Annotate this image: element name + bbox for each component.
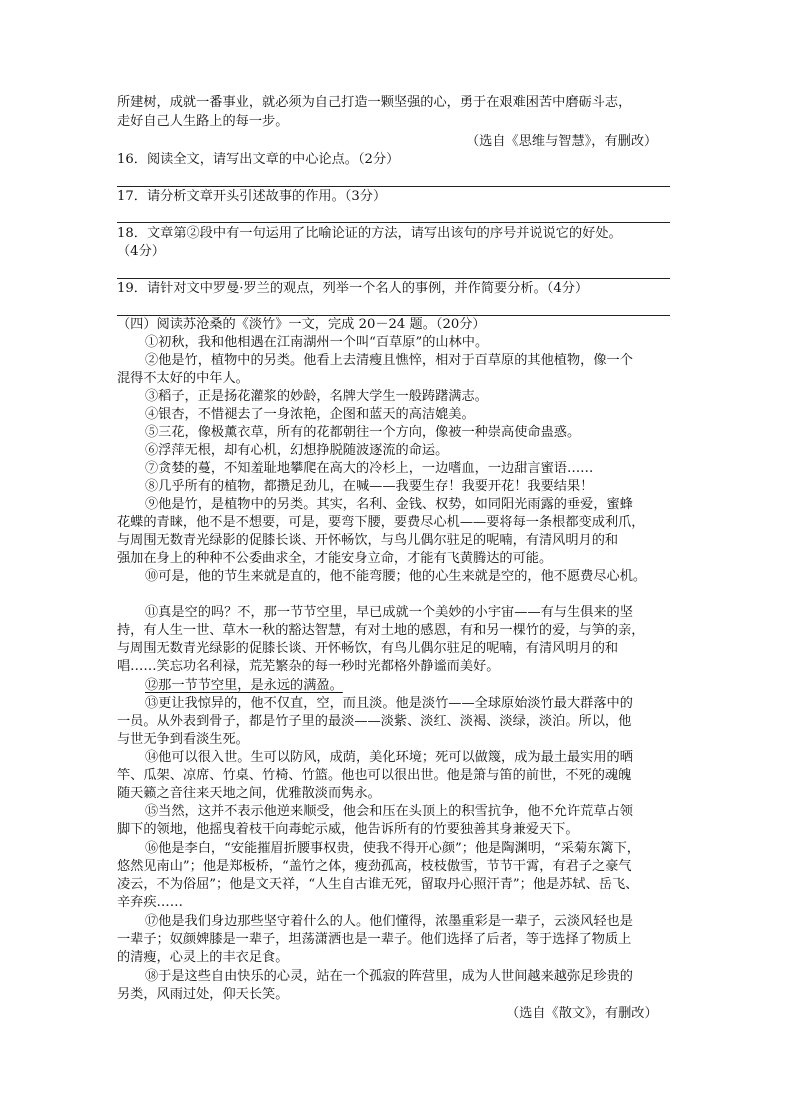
- passage-para-13-line-2: 一员。从外表到骨子，都是竹子里的最淡——淡紫、淡红、淡褐、淡绿，淡泊。所以，他: [117, 714, 632, 729]
- passage-para-14-line-1: ⑭他可以很入世。生可以防风，成荫，美化环境；死可以做篾，成为最土最实用的晒: [145, 750, 633, 765]
- passage-para-18-line-1: ⑱于是这些自由快乐的心灵，站在一个孤寂的阵营里，成为人世间越来越弥足珍贵的: [145, 969, 633, 984]
- passage-para-12-underlined: ⑫那一节节空里，是永远的满盈。: [145, 678, 343, 693]
- passage-para-17-line-1: ⑰他是我们身边那些坚守着什么的人。他们懂得，浓墨重彩是一辈子，云淡风轻也是: [145, 914, 633, 929]
- passage-para-15-line-1: ⑮当然，这并不表示他逆来顺受，他会和压在头顶上的积雪抗争，他不允许荒草占领: [145, 804, 633, 819]
- passage-para-11-line-2: 持，有人生一世、草木一秋的豁达智慧，有对土地的感恩，有和另一棵竹的爱，与笋的亲，: [117, 623, 645, 638]
- passage-para-17-line-2: 一辈子；奴颜婢膝是一辈子，坦荡潇洒也是一辈子。他们选择了后者，等于选择了物质上: [117, 932, 632, 947]
- passage-para-1: ①初秋，我和他相遇在江南湖州一个叫“百草原”的山林中。: [145, 335, 489, 350]
- source-citation-2: （选自《散文》，有删改）: [506, 1006, 658, 1021]
- answer-line-16[interactable]: [117, 186, 670, 187]
- passage-para-16-line-1: ⑯他是李白，“安能摧眉折腰事权贵，使我不得开心颜”；他是陶渊明，“采菊东篱下，: [145, 841, 640, 856]
- passage-para-11-line-3: 与周围无数青光绿影的促膝长谈、开怀畅饮，有鸟儿偶尔驻足的呢喃，有清风明月的和: [117, 641, 619, 656]
- passage-para-16-line-3: 凌云，不为俗屈”；他是文天祥，“人生自古谁无死，留取丹心照汗青”；他是苏轼、岳飞、: [117, 877, 639, 892]
- intro-line-2: 走好自己人生路上的每一步。: [117, 114, 289, 129]
- question-18-line-2: （4分）: [117, 244, 165, 259]
- passage-para-3: ③稻子，正是扬花灌浆的妙龄，名牌大学生一般踌躇满志。: [145, 389, 488, 404]
- passage-para-2-line-1: ②他是竹，植物中的另类。他看上去清瘦且憔悴，相对于百草原的其他植物，像一个: [145, 353, 633, 368]
- answer-line-18[interactable]: [117, 278, 670, 279]
- passage-para-11-line-4: 唱……笑忘功名利禄，荒芜繁杂的每一秒时光都格外静谧而美好。: [117, 659, 500, 674]
- answer-line-17[interactable]: [117, 222, 670, 223]
- question-19: 19．请针对文中罗曼·罗兰的观点，列举一个名人的事例，并作简要分析。（4分）: [117, 281, 589, 296]
- passage-para-13-line-1: ⑬更让我惊异的，他不仅直，空，而且淡。他是淡竹——全球原始淡竹最大群落中的: [145, 696, 633, 711]
- section-heading: （四）阅读苏沧桑的《淡竹》一文，完成 20－24 题。（20分）: [117, 317, 486, 332]
- passage-para-16-line-4: 辛弃疾……: [117, 895, 183, 910]
- passage-para-17-line-3: 的清瘦，心灵上的丰衣足食。: [117, 950, 289, 965]
- passage-para-8: ⑧几乎所有的植物，都攒足劲儿，在喊——我要生存！我要开花！我要结果！: [145, 479, 594, 494]
- passage-para-14-line-2: 竿、瓜架、凉席、竹桌、竹椅、竹篮。他也可以很出世。他是箫与笛的前世，不死的魂魄: [117, 768, 632, 783]
- passage-para-5: ⑤三花，像极薰衣草，所有的花都朝往一个方向，像被一种崇高使命蛊惑。: [145, 425, 581, 440]
- question-18-line-1: 18．文章第②段中有一句运用了比喻论证的方法，请写出该句的序号并说说它的好处。: [117, 226, 622, 241]
- source-citation-1: （选自《思维与智慧》，有删改）: [466, 134, 658, 149]
- passage-para-10: ⑩可是，他的节生来就是直的，他不能弯腰；他的心生来就是空的，他不愿费尽心机。: [145, 569, 647, 584]
- passage-para-7: ⑦贪婪的蔓，不知羞耻地攀爬在高大的冷杉上，一边嗜血，一边甜言蜜语……: [145, 461, 594, 476]
- passage-para-13-line-3: 与世无争到看淡生死。: [117, 732, 249, 747]
- passage-para-9-line-3: 与周围无数青光绿影的促膝长谈、开怀畅饮，与鸟儿偶尔驻足的呢喃，有清风明月的和: [117, 533, 619, 548]
- passage-para-9-line-4: 强加在身上的种种不公委曲求全，才能安身立命，才能有飞黄腾达的可能。: [117, 551, 553, 566]
- intro-line-1: 所建树，成就一番事业，就必须为自己打造一颗坚强的心，勇于在艰难困苦中磨砺斗志，: [117, 95, 632, 110]
- passage-para-4: ④银杏，不惜褪去了一身浓艳，企图和蓝天的高洁媲美。: [145, 407, 475, 422]
- passage-para-18-line-2: 另类，风雨过处，仰天长笑。: [117, 987, 289, 1002]
- passage-para-15-line-2: 脚下的领地，他摇曳着枝干向毒蛇示威，他告诉所有的竹要独善其身兼爱天下。: [117, 822, 579, 837]
- passage-para-9-line-1: ⑨他是竹，是植物中的另类。其实，名利、金钱、权势，如同阳光雨露的垂爱，蜜蜂: [145, 497, 633, 512]
- passage-para-14-line-3: 随天籁之音往来天地之间，优雅散淡而隽永。: [117, 786, 381, 801]
- question-17: 17．请分析文章开头引述故事的作用。（3分）: [117, 189, 387, 204]
- passage-para-9-line-2: 花蝶的青睐，他不是不想要，可是，要弯下腰，要费尽心机——要将每一条根都变成利爪，: [117, 515, 645, 530]
- passage-para-6: ⑥浮萍无根，却有心机，幻想挣脱随波逐流的命运。: [145, 443, 449, 458]
- passage-para-16-line-2: 悠然见南山”；他是郑板桥，“盖竹之体，瘦劲孤高，枝枝傲雪，节节干霄，有君子之豪气: [117, 859, 632, 874]
- passage-para-11-line-1: ⑪真是空的吗？不，那一节节空里，早已成就一个美妙的小宇宙——有与生俱来的坚: [145, 605, 633, 620]
- question-16: 16．阅读全文，请写出文章的中心论点。（2分）: [117, 152, 400, 167]
- passage-para-2-line-2: 混得不太好的中年人。: [117, 371, 249, 386]
